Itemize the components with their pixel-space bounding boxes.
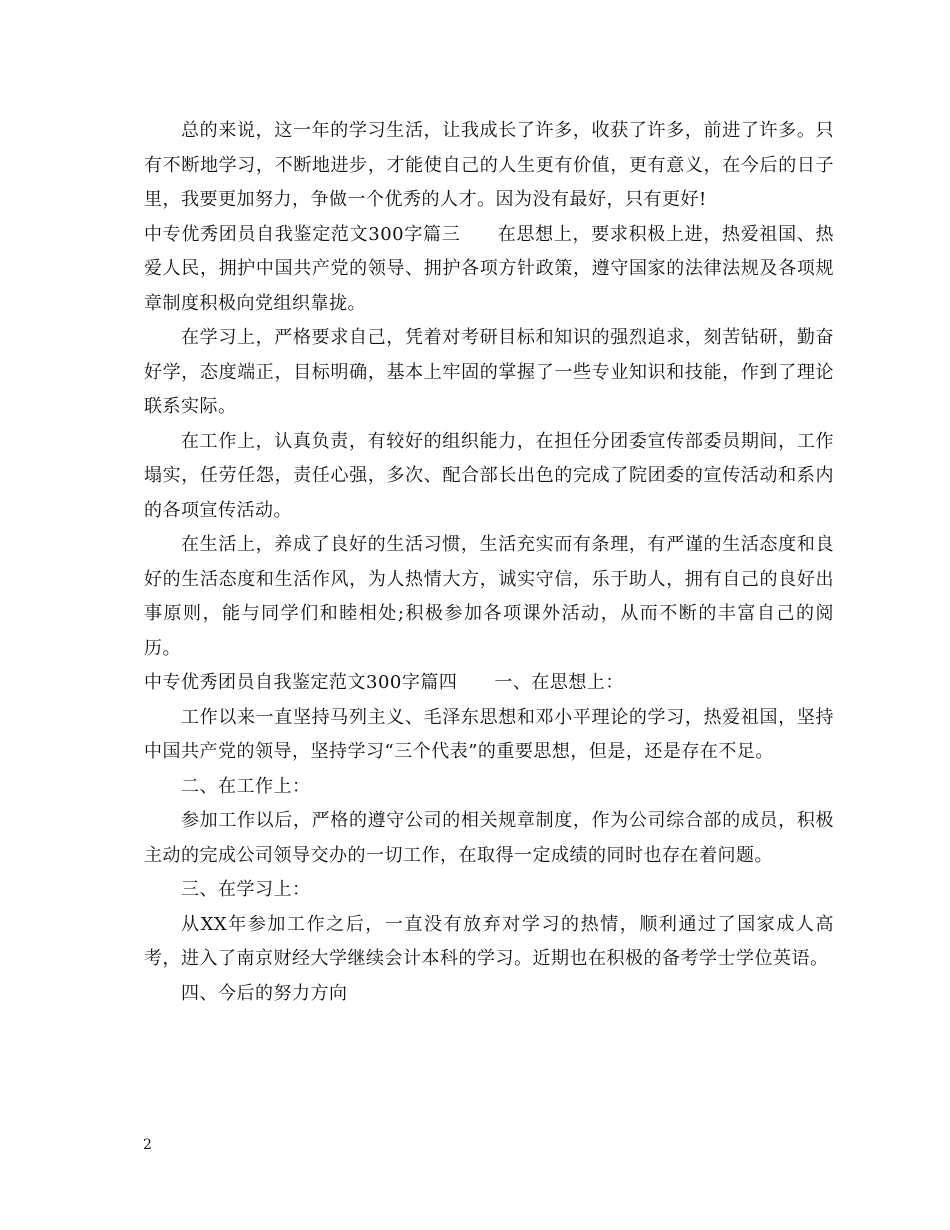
paragraph-work: 在工作上，认真负责，有较好的组织能力，在担任分团委宣传部委员期间，工作塌实，任劳任怨，责任心强，多次、配合部长出色的完成了院团委的宣传活动和系内的各项宣传活动。 xyxy=(144,430,834,521)
page-number: 2 xyxy=(143,1137,152,1153)
paragraph-summary: 总的来说，这一年的学习生活，让我成长了许多，收获了许多，前进了许多。只有不断地学习，不断地进步，才能使自己的人生更有价值，更有意义，在今后的日子里，我要更加努力，争做一个优秀的人才。因为没有最好，只有更好! xyxy=(144,120,834,210)
subheading-work: 二、在工作上： xyxy=(181,775,311,797)
subheading-study: 三、在学习上： xyxy=(181,879,311,900)
subheading-future-direction: 四、今后的努力方向 xyxy=(181,982,348,1004)
paragraph-thought: 工作以来一直坚持马列主义、毛泽东思想和邓小平理论的学习，热爱祖国，坚持中国共产党的领导，坚持学习“三个代表”的重要思想，但是，还是存在不足。 xyxy=(144,706,834,762)
paragraph-work-detail: 参加工作以后，严格的遵守公司的相关规章制度，作为公司综合部的成员，积极主动的完成公司领导交办的一切工作，在取得一定成绩的同时也存在着问题。 xyxy=(144,810,834,866)
paragraph-section-four-heading: 中专优秀团员自我鉴定范文300字篇四 一、在思想上： xyxy=(144,672,624,693)
paragraph-section-three-heading: 中专优秀团员自我鉴定范文300字篇三 在思想上，要求积极上进，热爱祖国、热爱人民，拥护中国共产党的领导、拥护各项方针政策，遵守国家的法律法规及各项规章制度积极向党组织靠拢。 xyxy=(144,223,834,314)
paragraph-life: 在生活上，养成了良好的生活习惯，生活充实而有条理，有严谨的生活态度和良好的生活态度和生活作风，为人热情大方，诚实守信，乐于助人，拥有自己的良好出事原则，能与同学们和睦相处;积极参加各项课外活动，从而不断的丰富自己的阅历。 xyxy=(144,534,834,659)
document-body xyxy=(144,114,834,1011)
paragraph-study: 在学习上，严格要求自己，凭着对考研目标和知识的强烈追求，刻苦钻研，勤奋好学，态度端正，目标明确，基本上牢固的掌握了一些专业知识和技能，作到了理论联系实际。 xyxy=(144,327,834,417)
paragraph-study-detail: 从XX年参加工作之后，一直没有放弃对学习的热情，顺利通过了国家成人高考，进入了南京财经大学继续会计本科的学习。近期也在积极的备考学士学位英语。 xyxy=(144,913,834,969)
